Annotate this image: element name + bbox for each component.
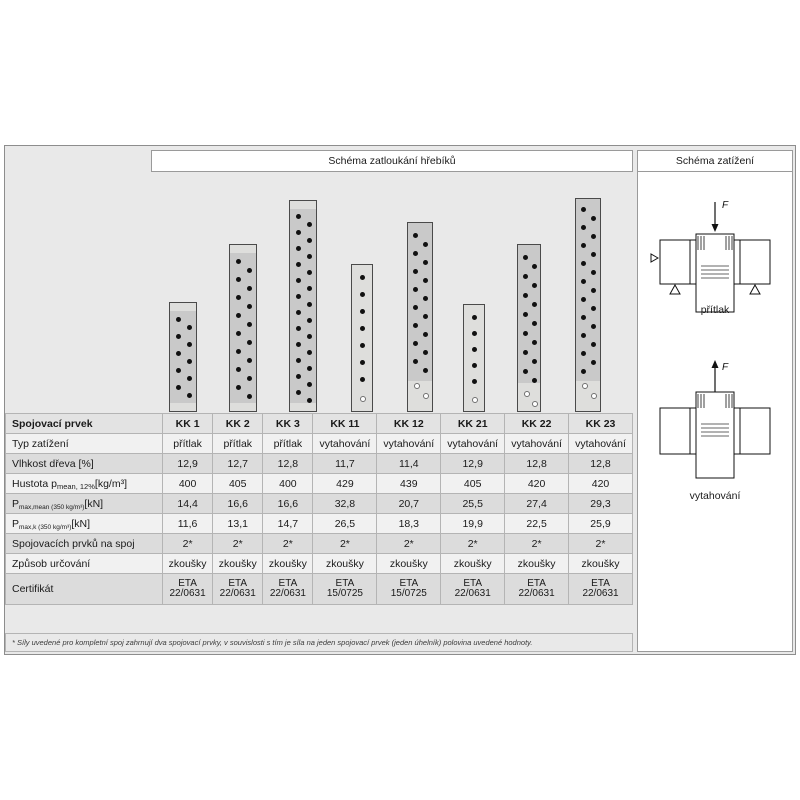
cell-certificate-1 xyxy=(213,574,263,605)
cert-line2-1: 22/0631 xyxy=(219,588,256,599)
cell-connector-7: KK 23 xyxy=(569,414,633,434)
cell-pmax-mean-1: 16,6 xyxy=(213,494,263,514)
cell-pmax-k-3: 26,5 xyxy=(313,514,377,534)
row-label-density-sub: mean, 12% xyxy=(56,481,95,491)
cert-line2-0: 22/0631 xyxy=(169,588,206,599)
cert-line1-4: ETA xyxy=(399,577,419,589)
plate-kk-2 xyxy=(229,244,257,412)
svg-text:F: F xyxy=(722,362,729,373)
cell-pmax-k-1: 13,1 xyxy=(213,514,263,534)
cell-pmax-mean-0: 14,4 xyxy=(163,494,213,514)
properties-table xyxy=(5,413,633,605)
cell-certificate-4 xyxy=(377,574,441,605)
cell-pmax-mean-4: 20,7 xyxy=(377,494,441,514)
row-label-pmax-k xyxy=(6,514,163,534)
cell-load-type-5: vytahování xyxy=(441,434,505,454)
cell-density-5: 405 xyxy=(441,474,505,494)
cell-method-1: zkoušky xyxy=(213,554,263,574)
header-schema-load: Schéma zatížení xyxy=(637,150,793,172)
cell-pmax-mean-5: 25,5 xyxy=(441,494,505,514)
cell-method-0: zkoušky xyxy=(163,554,213,574)
connector-table-figure xyxy=(4,145,796,655)
cell-count-0: 2* xyxy=(163,534,213,554)
cell-pmax-k-6: 22,5 xyxy=(505,514,569,534)
cell-connector-6: KK 22 xyxy=(505,414,569,434)
row-label-connector: Spojovací prvek xyxy=(6,414,163,434)
load-caption-tension: vytahování xyxy=(689,490,741,502)
cell-count-7: 2* xyxy=(569,534,633,554)
cell-pmax-k-0: 11,6 xyxy=(163,514,213,534)
cell-load-type-2: přítlak xyxy=(263,434,313,454)
cert-line2-4: 15/0725 xyxy=(390,588,427,599)
cell-pmax-mean-6: 27,4 xyxy=(505,494,569,514)
cell-pmax-mean-2: 16,6 xyxy=(263,494,313,514)
row-label-count: Spojovacích prvků na spoj xyxy=(6,534,163,554)
cell-moisture-4: 11,4 xyxy=(377,454,441,474)
cell-density-7: 420 xyxy=(569,474,633,494)
table-row-pmax-mean xyxy=(6,494,633,514)
plate-kk-1 xyxy=(169,302,197,412)
cell-moisture-1: 12,7 xyxy=(213,454,263,474)
row-label-pmax-mean-sub: max,mean (350 kg/m³) xyxy=(19,503,85,511)
cell-method-3: zkoušky xyxy=(313,554,377,574)
cell-certificate-3 xyxy=(313,574,377,605)
load-diagram-tension xyxy=(638,352,792,532)
table-row-load-type xyxy=(6,434,633,454)
cell-method-7: zkoušky xyxy=(569,554,633,574)
cell-pmax-mean-3: 32,8 xyxy=(313,494,377,514)
row-label-density xyxy=(6,474,163,494)
table-footnote: * Síly uvedené pro kompletní spoj zahrnují dva spojovací prvky, v souvislosti s tím je síla na jeden spojovací prvek (jeden úhelník) polovina uvedené hodnoty. xyxy=(5,633,633,652)
cell-pmax-k-2: 14,7 xyxy=(263,514,313,534)
header-schema-nails: Schéma zatloukání hřebíků xyxy=(151,150,633,172)
cert-line1-1: ETA xyxy=(228,577,248,589)
cert-line2-6: 22/0631 xyxy=(518,588,555,599)
row-label-pmax-k-sub: max,k (350 kg/m³) xyxy=(19,523,72,531)
cell-load-type-3: vytahování xyxy=(313,434,377,454)
row-label-pmax-mean-unit: [kN] xyxy=(84,497,104,510)
cell-pmax-mean-7: 29,3 xyxy=(569,494,633,514)
cell-connector-3: KK 11 xyxy=(313,414,377,434)
row-label-pmax-k-unit: [kN] xyxy=(71,517,91,530)
plate-kk-12 xyxy=(407,222,433,412)
cert-line2-3: 15/0725 xyxy=(326,588,363,599)
row-label-pmax-k-main: P xyxy=(12,517,20,530)
table-row-density xyxy=(6,474,633,494)
cell-density-4: 439 xyxy=(377,474,441,494)
cert-line1-5: ETA xyxy=(463,577,483,589)
cell-connector-4: KK 12 xyxy=(377,414,441,434)
cell-count-4: 2* xyxy=(377,534,441,554)
row-label-certificate: Certifikát xyxy=(6,574,163,605)
cell-method-6: zkoušky xyxy=(505,554,569,574)
cell-count-1: 2* xyxy=(213,534,263,554)
cell-connector-0: KK 1 xyxy=(163,414,213,434)
cell-moisture-0: 12,9 xyxy=(163,454,213,474)
cell-moisture-3: 11,7 xyxy=(313,454,377,474)
load-scheme-panel xyxy=(637,172,793,652)
row-label-pmax-mean-main: P xyxy=(12,497,20,510)
table-row-method xyxy=(6,554,633,574)
cell-moisture-5: 12,9 xyxy=(441,454,505,474)
cert-line2-7: 22/0631 xyxy=(582,588,619,599)
cell-density-0: 400 xyxy=(163,474,213,494)
plate-kk-22 xyxy=(517,244,541,412)
cell-count-5: 2* xyxy=(441,534,505,554)
cert-line2-2: 22/0631 xyxy=(269,588,306,599)
table-row-moisture xyxy=(6,454,633,474)
cell-count-6: 2* xyxy=(505,534,569,554)
row-label-pmax-mean xyxy=(6,494,163,514)
row-label-density-unit: [kg/m³] xyxy=(94,477,127,490)
table-row-certificate xyxy=(6,574,633,605)
cell-load-type-6: vytahování xyxy=(505,434,569,454)
plate-kk-23 xyxy=(575,198,601,412)
cell-count-2: 2* xyxy=(263,534,313,554)
table-row-pmax-k xyxy=(6,514,633,534)
table-row-connector xyxy=(6,414,633,434)
cell-pmax-k-4: 18,3 xyxy=(377,514,441,534)
cell-pmax-k-5: 19,9 xyxy=(441,514,505,534)
cell-moisture-6: 12,8 xyxy=(505,454,569,474)
cell-connector-1: KK 2 xyxy=(213,414,263,434)
cell-load-type-4: vytahování xyxy=(377,434,441,454)
cert-line2-5: 22/0631 xyxy=(454,588,491,599)
cell-certificate-0 xyxy=(163,574,213,605)
cert-line1-3: ETA xyxy=(335,577,355,589)
cert-line1-6: ETA xyxy=(527,577,546,589)
row-label-moisture: Vlhkost dřeva [%] xyxy=(6,454,163,474)
cell-density-2: 400 xyxy=(263,474,313,494)
row-label-density-main: Hustota p xyxy=(12,477,57,490)
cell-density-1: 405 xyxy=(213,474,263,494)
plate-kk-3 xyxy=(289,200,317,412)
cell-method-4: zkoušky xyxy=(377,554,441,574)
cell-pmax-k-7: 25,9 xyxy=(569,514,633,534)
cell-count-3: 2* xyxy=(313,534,377,554)
row-label-method: Způsob určování xyxy=(6,554,163,574)
cell-load-type-1: přítlak xyxy=(213,434,263,454)
load-diagram-compression xyxy=(638,182,792,332)
cell-connector-5: KK 21 xyxy=(441,414,505,434)
cell-certificate-5 xyxy=(441,574,505,605)
cell-method-2: zkoušky xyxy=(263,554,313,574)
cell-certificate-2 xyxy=(263,574,313,605)
cell-certificate-7 xyxy=(569,574,633,605)
cell-moisture-2: 12,8 xyxy=(263,454,313,474)
cell-density-3: 429 xyxy=(313,474,377,494)
cell-density-6: 420 xyxy=(505,474,569,494)
plate-kk-21 xyxy=(463,304,485,412)
svg-text:F: F xyxy=(722,200,729,211)
cert-line1-7: ETA xyxy=(591,577,610,589)
cell-load-type-0: přítlak xyxy=(163,434,213,454)
cert-line1-2: ETA xyxy=(278,577,298,589)
cell-load-type-7: vytahování xyxy=(569,434,633,454)
row-label-load-type: Typ zatížení xyxy=(6,434,163,454)
plate-kk-11 xyxy=(351,264,373,412)
cert-line1-0: ETA xyxy=(178,577,197,589)
load-caption-compression: přítlak xyxy=(700,304,730,316)
cell-moisture-7: 12,8 xyxy=(569,454,633,474)
cell-certificate-6 xyxy=(505,574,569,605)
cell-method-5: zkoušky xyxy=(441,554,505,574)
nail-pattern-drawings xyxy=(151,172,633,412)
cell-connector-2: KK 3 xyxy=(263,414,313,434)
table-row-count xyxy=(6,534,633,554)
